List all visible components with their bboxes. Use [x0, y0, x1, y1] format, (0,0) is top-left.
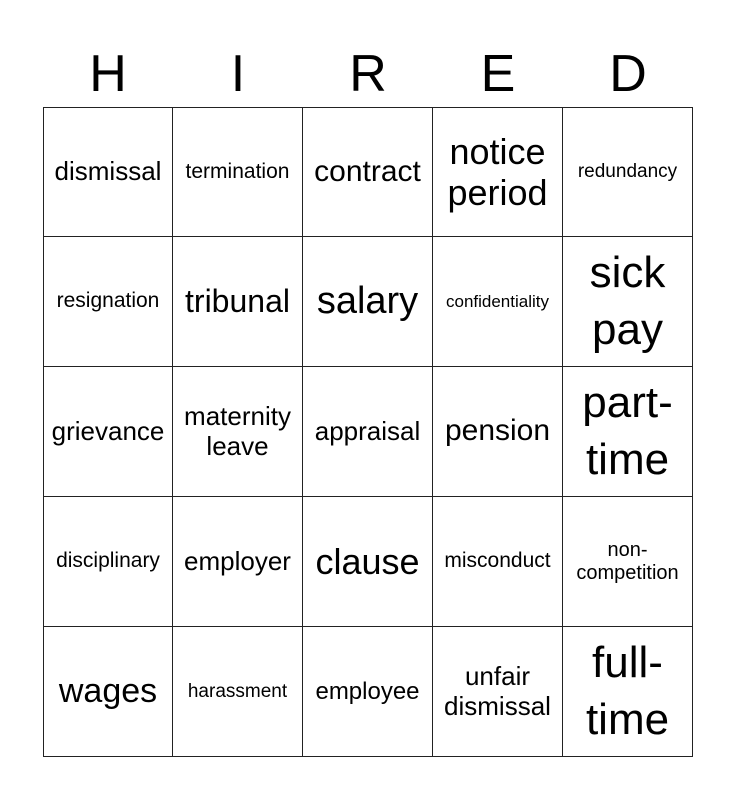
header-letter-h: H [89, 45, 127, 103]
bingo-cell[interactable]: resignation [43, 237, 173, 367]
bingo-cell[interactable]: termination [173, 107, 303, 237]
bingo-cell[interactable]: grievance [43, 367, 173, 497]
bingo-cell[interactable]: wages [43, 627, 173, 757]
bingo-cell[interactable]: appraisal [303, 367, 433, 497]
bingo-cell[interactable]: sick pay [563, 237, 693, 367]
bingo-cell[interactable]: contract [303, 107, 433, 237]
bingo-cell[interactable]: unfair dismissal [433, 627, 563, 757]
bingo-cell[interactable]: maternity leave [173, 367, 303, 497]
bingo-grid [43, 107, 693, 757]
bingo-cell[interactable]: dismissal [43, 107, 173, 237]
bingo-cell[interactable]: part-time [563, 367, 693, 497]
bingo-cell[interactable]: tribunal [173, 237, 303, 367]
header-letter-e: E [480, 45, 516, 103]
bingo-cell[interactable]: harassment [173, 627, 303, 757]
bingo-header [43, 42, 693, 106]
bingo-cell[interactable]: redundancy [563, 107, 693, 237]
bingo-cell[interactable]: non-competition [563, 497, 693, 627]
bingo-cell[interactable]: employee [303, 627, 433, 757]
bingo-cell[interactable]: employer [173, 497, 303, 627]
header-letter-i: I [230, 45, 246, 103]
bingo-cell[interactable]: salary [303, 237, 433, 367]
bingo-cell[interactable]: full-time [563, 627, 693, 757]
bingo-cell[interactable]: pension [433, 367, 563, 497]
bingo-cell[interactable]: clause [303, 497, 433, 627]
header-letter-r: R [349, 45, 387, 103]
header-letter-d: D [609, 45, 647, 103]
bingo-cell[interactable]: confidentiality [433, 237, 563, 367]
bingo-cell[interactable]: misconduct [433, 497, 563, 627]
bingo-cell[interactable]: disciplinary [43, 497, 173, 627]
bingo-cell[interactable]: notice period [433, 107, 563, 237]
